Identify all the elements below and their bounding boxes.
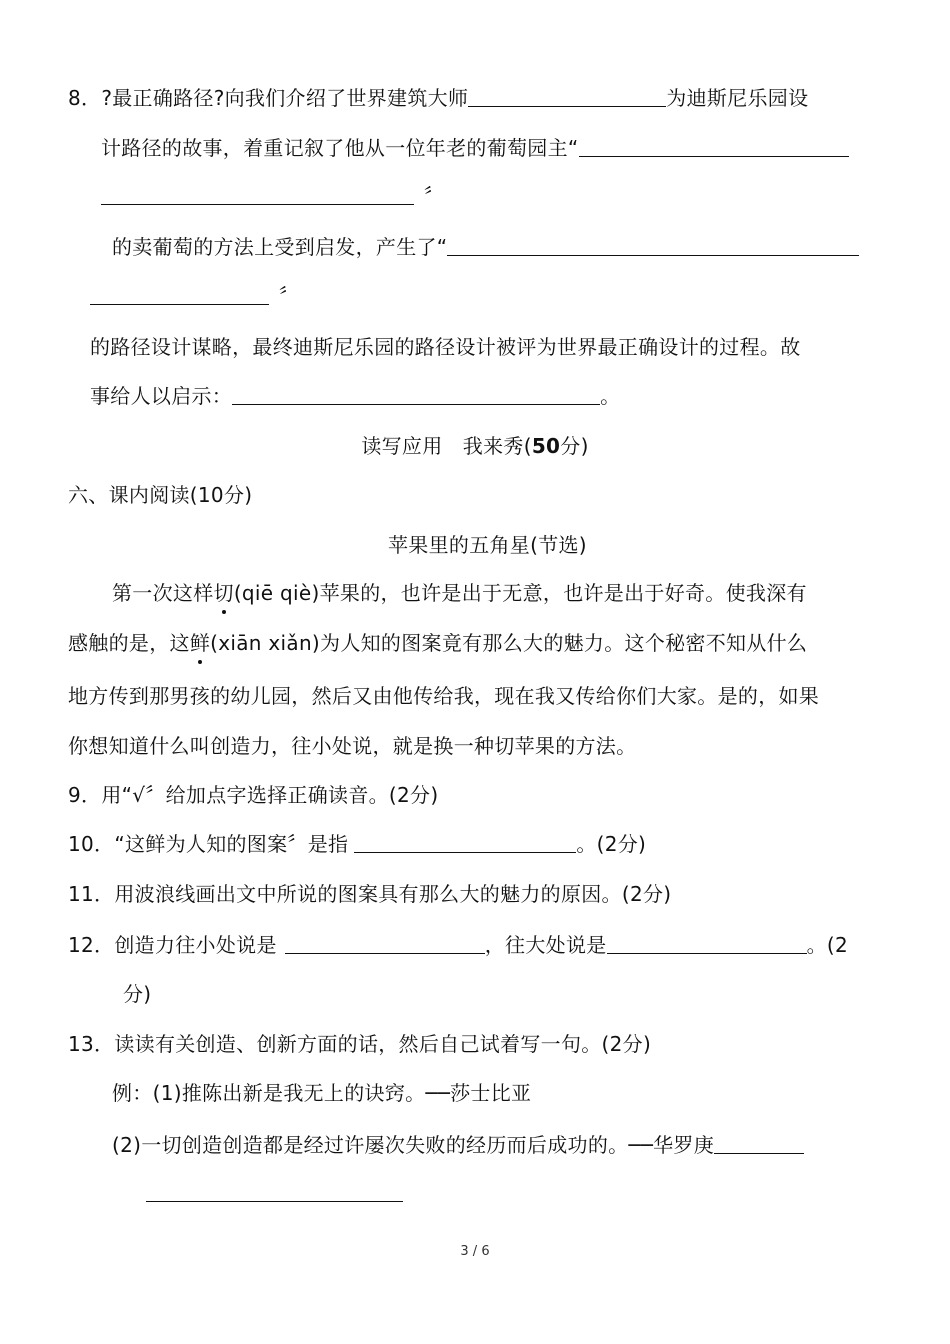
q8-line-5: [90, 281, 299, 311]
q8-text-7: 事给人以启示：: [90, 384, 233, 408]
section-title-b: 分): [560, 434, 589, 458]
q8-quote-close-1: 〞: [424, 184, 445, 208]
q13-example-2: [112, 1130, 804, 1160]
q8-text-1: 8．?最正确路径?向我们介绍了世界建筑大师: [68, 86, 469, 110]
q8-blank-strategy-2[interactable]: [90, 282, 269, 305]
passage-title: 苹果里的五角星(节选): [388, 533, 587, 557]
passage-line-4: 你想知道什么叫创造力，往小处说，就是换一种切苹果的方法。: [68, 734, 637, 758]
passage-line-3: 地方传到那男孩的幼儿园，然后又由他传给我，现在我又传给你们大家。是的，如果: [68, 684, 820, 708]
q8-text-4: 的卖葡萄的方法上受到启发，产生了“: [112, 235, 448, 259]
q13-blank-1[interactable]: [714, 1131, 804, 1154]
q8-line-4: [112, 232, 859, 262]
passage-line-2: [68, 628, 807, 658]
q8-line-1: [68, 83, 808, 113]
part6-heading: 六、课内阅读(10分): [68, 483, 253, 507]
section-title-a: 读写应用 我来秀(: [361, 434, 532, 458]
section-title-score: 50: [531, 434, 561, 458]
question-9: 9．用“√〞给加点字选择正确读音。(2分): [68, 783, 439, 807]
q8-line-7: [90, 381, 620, 411]
q12-blank-large[interactable]: [607, 931, 807, 954]
q8-blank-inspiration[interactable]: [232, 382, 600, 405]
q10-blank[interactable]: [354, 830, 576, 853]
q13-example-2-text: (2)一切创造创造都是经过许屡次失败的经历而后成功的。──华罗庚: [112, 1133, 715, 1157]
passage-p1-b: (qiē qiè)苹果的，也许是出于无意，也许是出于好奇。使我深有: [233, 581, 807, 605]
page-number: 3 / 6: [460, 1244, 490, 1259]
q12-text-c: 。(2: [806, 933, 848, 957]
q8-text-2: 计路径的故事，着重记叙了他从一位年老的葡萄园主“: [101, 136, 579, 160]
q8-line-6: [90, 332, 801, 362]
passage-line-1: [112, 578, 807, 608]
question-11: 11．用波浪线画出文中所说的图案具有那么大的魅力的原因。(2分): [68, 882, 672, 906]
question-10: [68, 829, 646, 859]
q8-text-7-tail: 。: [600, 384, 621, 408]
q10-tail: 。(2分): [576, 832, 647, 856]
q12-continuation: 分): [123, 982, 152, 1006]
dotted-char-qie: 切: [214, 578, 234, 608]
passage-p2-b: (xiān xiǎn)为人知的图案竟有那么大的魅力。这个秘密不知从什么: [210, 631, 808, 655]
q8-text-6: 的路径设计谋略，最终迪斯尼乐园的路径设计被评为世界最正确设计的过程。故: [90, 335, 801, 359]
q12-text-b: ，往大处说是: [484, 933, 607, 957]
dotted-char-xian: 鲜: [190, 628, 210, 658]
q13-blank-2[interactable]: [146, 1179, 403, 1202]
q13-answer-line: [146, 1178, 403, 1208]
q8-text-1-tail: 为迪斯尼乐园设: [666, 86, 809, 110]
passage-p1-a: 第一次这样: [112, 581, 214, 605]
q8-blank-gardener-2[interactable]: [101, 182, 414, 205]
passage-p2-a: 感触的是，这: [68, 631, 190, 655]
q12-blank-small[interactable]: [285, 931, 485, 954]
q8-quote-close-2: 〞: [279, 284, 300, 308]
question-12: [68, 930, 848, 960]
q8-line-3: [101, 181, 444, 211]
q8-blank-strategy-1[interactable]: [447, 233, 859, 256]
q8-blank-architect[interactable]: [468, 84, 666, 107]
q12-text-a: 12．创造力往小处说是: [68, 933, 277, 957]
question-13: 13．读读有关创造、创新方面的话，然后自己试着写一句。(2分): [68, 1032, 652, 1056]
section-title: [0, 431, 950, 461]
q13-example-1: 例：(1)推陈出新是我无上的诀窍。──莎士比亚: [112, 1081, 532, 1105]
q8-blank-gardener-1[interactable]: [579, 134, 849, 157]
q10-text: 10．“这鲜为人知的图案〞是指: [68, 832, 349, 856]
q8-line-2: [101, 133, 849, 163]
